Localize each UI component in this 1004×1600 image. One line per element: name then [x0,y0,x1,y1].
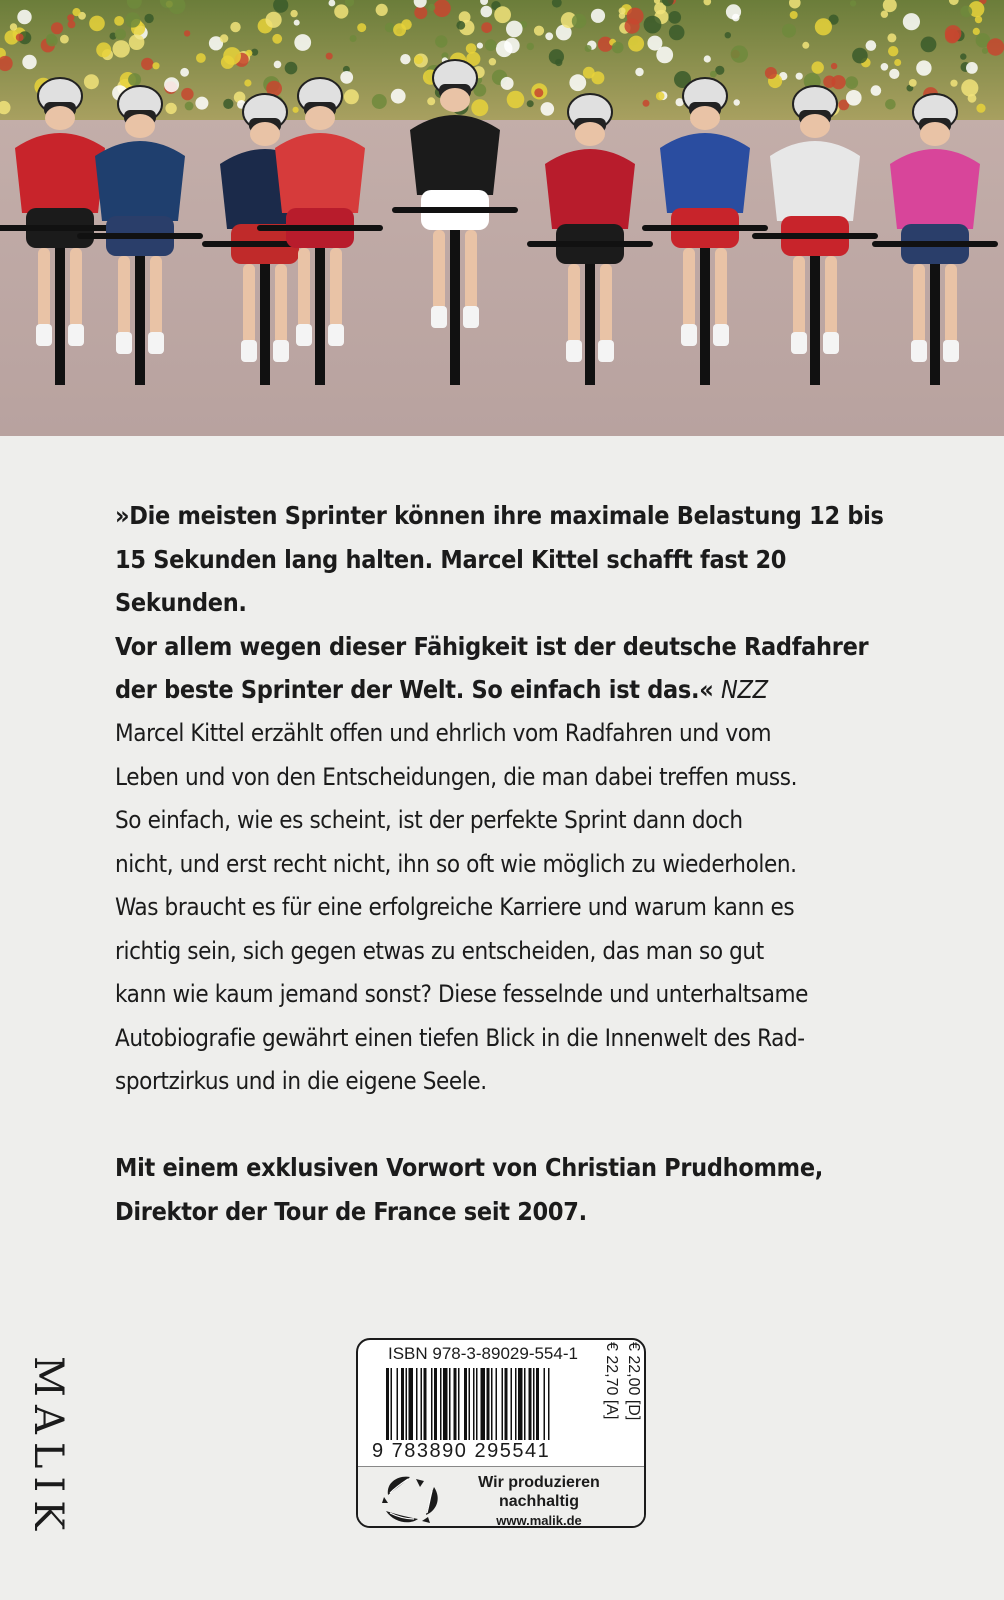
description-line: Autobiografie gewährt einen tiefen Blick in die Innenwelt des Rad- [115,1023,805,1052]
description-line: sportzirkus und in die eigene Seele. [115,1067,487,1095]
quote-line: »Die meisten Sprinter können ihre maximale Belastung 12 bis [115,501,884,530]
quote-line-text: der beste Sprinter der Welt. So einfach ist das.« [115,675,714,704]
quote-line: Vor allem wegen dieser Fähigkeit ist der deutsche Radfahrer [115,631,869,661]
price-de: € 22,00 [D] [625,1342,642,1421]
foreword-line: Direktor der Tour de France seit 2007. [115,1196,587,1226]
price-info [598,1342,644,1460]
eco-line-1: Wir produzieren [478,1474,600,1491]
publisher-logo: MALIK [25,1356,71,1539]
description-line: So einfach, wie es scheint, ist der perfekte Sprint dann doch [115,806,743,834]
quote-line [115,668,915,712]
cyclists-illustration [0,0,1004,436]
barcode [386,1368,592,1442]
eco-line-2: nachhaltig [498,1493,579,1510]
recycle-leaf-icon [380,1473,442,1527]
isbn-box [356,1338,646,1528]
barcode-digits: 9 783890 295541 [372,1440,551,1462]
description-line: Was braucht es für eine erfolgreiche Karriere und warum kann es [115,893,795,921]
quote-line: 15 Sekunden lang halten. Marcel Kittel schafft fast 20 Sekunden. [115,544,787,617]
description-line: Leben und von den Entscheidungen, die man dabei treffen muss. [115,762,798,791]
description-line: Marcel Kittel erzählt offen und ehrlich vom Radfahren und vom [115,719,772,747]
price-at: € 22,70 [A] [603,1342,620,1420]
quote-source: NZZ [721,675,768,704]
press-quote [115,494,915,712]
book-description [115,712,895,1104]
foreword-note [115,1146,895,1233]
eco-badge [358,1466,646,1528]
foreword-line: Mit einem exklusiven Vorwort von Christian Prudhomme, [115,1153,824,1182]
description-line: kann wie kaum jemand sonst? Diese fesselnde und unterhaltsame [115,980,809,1008]
cover-photo [0,0,1004,436]
description-line: richtig sein, sich gegen etwas zu entscheiden, das man so gut [115,936,764,965]
eco-text [454,1473,624,1528]
publisher-url: www.malik.de [496,1513,582,1528]
isbn-label: ISBN 978-3-89029-554-1 [388,1344,578,1363]
description-line: nicht, und erst recht nicht, ihn so oft wie möglich zu wiederholen. [115,849,797,878]
